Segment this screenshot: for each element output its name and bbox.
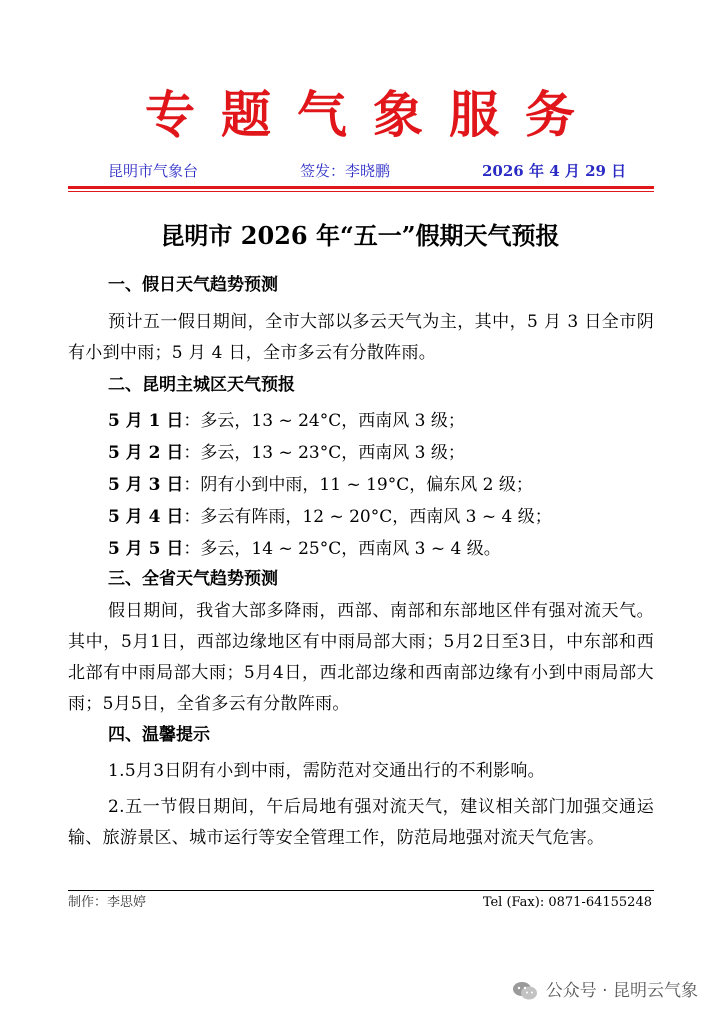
wechat-icon: [512, 981, 538, 1001]
day-detail: ：阴有小到中雨，11 ~ 19°C，偏东风 2 级；: [183, 475, 533, 495]
watermark: [512, 978, 698, 1004]
signer: 签发：李晓鹏: [300, 162, 391, 180]
contact-tel: Tel (Fax): 0871-64155248: [482, 895, 652, 910]
day-detail: ：多云，13 ~ 23°C，西南风 3 级；: [183, 443, 465, 463]
section2-heading: 二、昆明主城区天气预报: [108, 375, 295, 395]
day-date: 5 月 4 日: [108, 507, 184, 527]
issue-date: 2026 年 4 月 29 日: [482, 162, 627, 180]
section4-heading: 四、温馨提示: [108, 725, 210, 745]
day-forecast: [108, 534, 501, 565]
day-forecast: [108, 406, 465, 437]
day-date: 5 月 2 日: [108, 443, 184, 463]
tip-2: 2.五一节假日期间，午后局地有强对流天气，建议相关部门加强交通运输、旅游景区、城市运行等安全管理工作，防范局地强对流天气危害。: [68, 797, 654, 848]
issuing-organization: 昆明市气象台: [108, 162, 199, 180]
day-date: 5 月 1 日: [108, 411, 184, 431]
day-detail: ：多云有阵雨，12 ~ 20°C，西南风 3 ~ 4 级；: [183, 507, 552, 527]
header-divider-thick: [68, 186, 654, 189]
day-date: 5 月 3 日: [108, 475, 184, 495]
day-detail: ：多云，14 ~ 25°C，西南风 3 ~ 4 级。: [183, 539, 501, 559]
document-title: 昆明市 2026 年“五一”假期天气预报: [160, 221, 560, 250]
tip-1: 1.5月3日阴有小到中雨，需防范对交通出行的不利影响。: [108, 761, 545, 781]
day-detail: ：多云，13 ~ 24°C，西南风 3 级；: [183, 411, 465, 431]
day-forecast: [108, 502, 552, 533]
day-date: 5 月 5 日: [108, 539, 184, 559]
section3-paragraph: 假日期间，我省大部多降雨，西部、南部和东部地区伴有强对流天气。其中，5月1日，西部边缘地区有中雨局部大雨；5月2日至3日，中东部和西北部有中雨局部大雨；5月4日，西北部边缘和西南部边缘有小到中雨局部大雨；5月5日，全省多云有分散阵雨。: [68, 601, 654, 714]
author: 制作：李思婷: [68, 895, 147, 910]
masthead-title: 专题气象服务: [145, 85, 601, 144]
section1-heading: 一、假日天气趋势预测: [108, 275, 278, 295]
day-forecast: [108, 438, 465, 469]
header-divider-thin: [68, 191, 654, 192]
day-forecast: [108, 470, 533, 501]
footer-divider: [68, 890, 654, 891]
section3-heading: 三、全省天气趋势预测: [108, 569, 278, 589]
watermark-text: 公众号 · 昆明云气象: [545, 981, 698, 1001]
section1-paragraph: 预计五一假日期间，全市大部以多云天气为主，其中，5 月 3 日全市阴有小到中雨；5 月 4 日，全市多云有分散阵雨。: [68, 312, 654, 363]
